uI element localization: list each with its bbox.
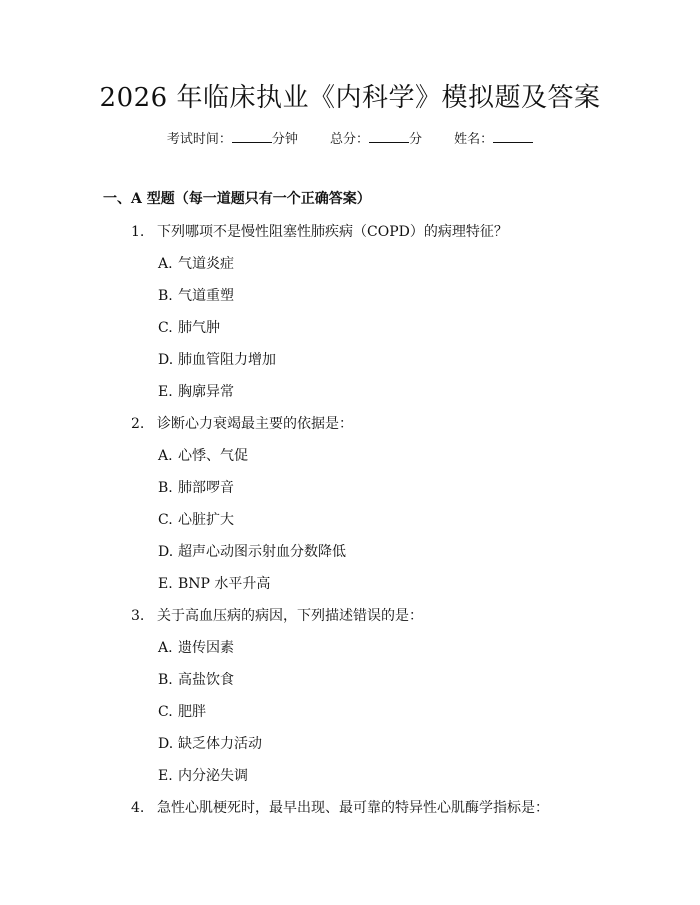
option-text: 心悸、气促 [178, 448, 248, 464]
option-text: 肺血管阻力增加 [178, 352, 276, 368]
question-2-option-e [158, 574, 270, 594]
total-score-field [330, 130, 422, 150]
question-1-option-e [158, 382, 234, 402]
option-letter: E. [158, 768, 173, 784]
exam-time-field [167, 130, 298, 150]
question-1-option-b [158, 286, 234, 306]
question-3-option-e [158, 766, 248, 786]
section-heading: 一、A 型题（每一道题只有一个正确答案） [103, 191, 371, 207]
option-text: 高盐饮食 [178, 672, 234, 688]
option-text: 心脏扩大 [178, 512, 234, 528]
total-score-blank [369, 130, 409, 143]
option-text: 肥胖 [178, 704, 206, 720]
question-number: 1. [131, 224, 145, 240]
option-text: 肺部啰音 [178, 480, 234, 496]
question-1 [131, 222, 508, 242]
question-2-option-a [158, 446, 248, 466]
name-blank [493, 130, 533, 143]
question-text: 急性心肌梗死时，最早出现、最可靠的特异性心肌酶学指标是： [157, 800, 549, 816]
option-text: 肺气肿 [178, 320, 220, 336]
question-1-option-d [158, 350, 276, 370]
exam-time-unit: 分钟 [271, 132, 298, 147]
option-letter: B. [158, 672, 173, 688]
option-letter: A. [158, 640, 173, 656]
exam-time-label: 考试时间： [166, 132, 232, 147]
question-number: 4. [131, 800, 145, 816]
option-letter: D. [158, 352, 174, 368]
option-letter: D. [158, 544, 174, 560]
option-text: BNP 水平升高 [178, 576, 271, 592]
question-2-option-b [158, 478, 234, 498]
option-text: 缺乏体力活动 [178, 736, 262, 752]
option-letter: C. [158, 704, 173, 720]
option-letter: D. [158, 736, 174, 752]
option-text: 内分泌失调 [178, 768, 248, 784]
question-2-option-d [158, 542, 346, 562]
option-text: 超声心动图示射血分数降低 [178, 544, 346, 560]
option-letter: E. [158, 384, 173, 400]
option-letter: C. [158, 320, 173, 336]
option-letter: B. [158, 288, 173, 304]
option-letter: E. [158, 576, 173, 592]
question-number: 2. [131, 416, 145, 432]
name-label: 姓名： [454, 132, 494, 147]
question-number: 3. [131, 608, 145, 624]
option-text: 气道重塑 [178, 288, 234, 304]
option-letter: C. [158, 512, 173, 528]
name-field [454, 130, 533, 150]
question-4 [131, 798, 549, 818]
question-2 [131, 414, 353, 434]
exam-meta-line [0, 130, 700, 150]
question-3-option-c [158, 702, 206, 722]
question-3-option-a [158, 638, 234, 658]
option-letter: A. [158, 256, 173, 272]
question-3-option-d [158, 734, 262, 754]
option-text: 气道炎症 [178, 256, 234, 272]
total-score-unit: 分 [409, 132, 423, 147]
question-text: 关于高血压病的病因，下列描述错误的是： [157, 608, 423, 624]
total-score-label: 总分： [329, 132, 369, 147]
question-3-option-b [158, 670, 234, 690]
exam-time-blank [232, 130, 272, 143]
question-1-option-a [158, 254, 234, 274]
question-3 [131, 606, 423, 626]
question-2-option-c [158, 510, 234, 530]
option-text: 遗传因素 [178, 640, 234, 656]
question-1-option-c [158, 318, 220, 338]
document-title: 2026 年临床执业《内科学》模拟题及答案 [99, 83, 601, 113]
option-letter: B. [158, 480, 173, 496]
option-text: 胸廓异常 [178, 384, 234, 400]
option-letter: A. [158, 448, 173, 464]
question-text: 下列哪项不是慢性阻塞性肺疾病（COPD）的病理特征？ [157, 224, 508, 240]
question-text: 诊断心力衰竭最主要的依据是： [157, 416, 353, 432]
